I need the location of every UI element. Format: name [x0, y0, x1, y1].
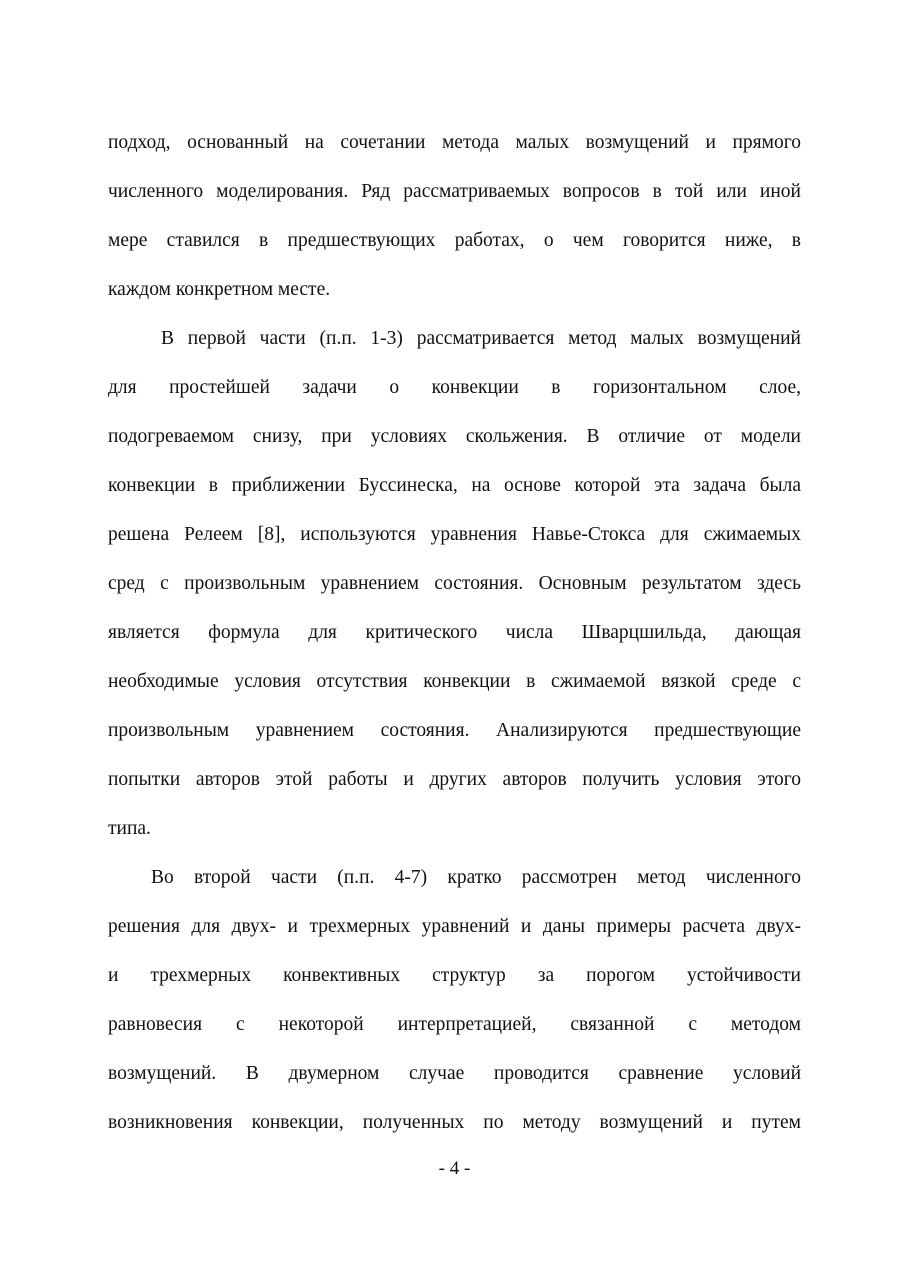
page-number: - 4 -	[438, 1158, 471, 1179]
paragraph-first-line: В первой части (п.п. 1-3) рассматривается метод малых возмущений	[161, 328, 801, 349]
text-line: произвольным уравнением состояния. Анализируются предшествующие	[108, 720, 801, 741]
text-line: подход, основанный на сочетании метода малых возмущений и прямого	[108, 132, 801, 153]
text-line: решена Релеем [8], используются уравнения Навье-Стокса для сжимаемых	[108, 524, 801, 545]
text-line: равновесия с некоторой интерпретацией, связанной с методом	[108, 1014, 801, 1035]
text-line: сред с произвольным уравнением состояния. Основным результатом здесь	[108, 573, 801, 594]
text-line: каждом конкретном месте.	[108, 279, 331, 300]
text-line: возмущений. В двумерном случае проводится сравнение условий	[108, 1063, 801, 1084]
text-line: типа.	[108, 818, 151, 839]
text-line: возникновения конвекции, полученных по методу возмущений и путем	[108, 1112, 801, 1133]
paragraph-first-line: Во второй части (п.п. 4-7) кратко рассмотрен метод численного	[151, 867, 801, 888]
text-line: решения для двух- и трехмерных уравнений и даны примеры расчета двух-	[108, 916, 801, 937]
text-line: численного моделирования. Ряд рассматриваемых вопросов в той или иной	[108, 181, 801, 202]
text-line: подогреваемом снизу, при условиях скольжения. В отличие от модели	[108, 426, 801, 447]
text-line: необходимые условия отсутствия конвекции в сжимаемой вязкой среде с	[108, 671, 801, 692]
text-line: попытки авторов этой работы и других авторов получить условия этого	[108, 769, 801, 790]
text-line: мере ставился в предшествующих работах, о чем говорится ниже, в	[108, 230, 801, 251]
text-line: для простейшей задачи о конвекции в горизонтальном слое,	[108, 377, 801, 398]
text-line: является формула для критического числа Шварцшильда, дающая	[108, 622, 801, 643]
text-line: и трехмерных конвективных структур за порогом устойчивости	[108, 965, 801, 986]
text-line: конвекции в приближении Буссинеска, на основе которой эта задача была	[108, 475, 801, 496]
